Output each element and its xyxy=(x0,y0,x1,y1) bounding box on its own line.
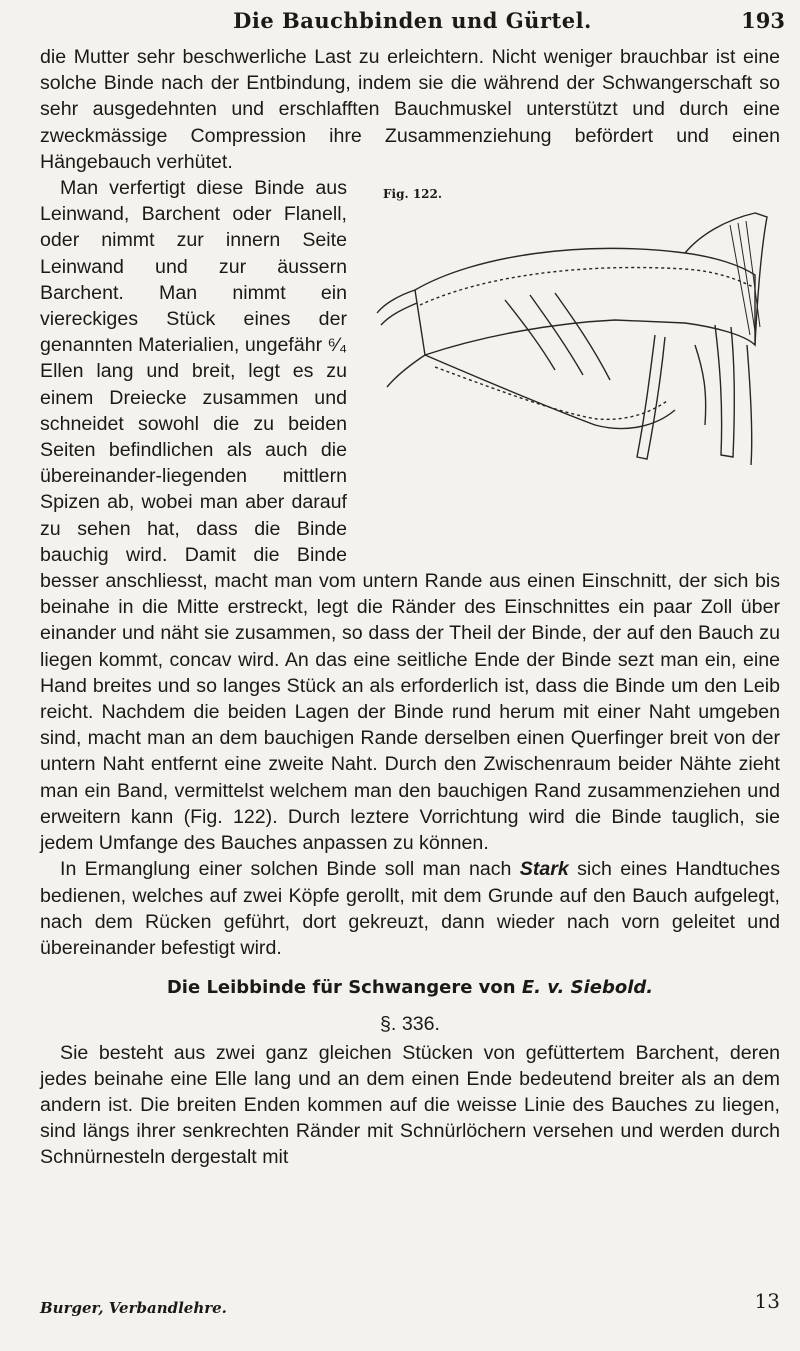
paragraph-4: Sie besteht aus zwei ganz gleichen Stücken von gefüttertem Barchent, deren jedes beinahe eine Elle lang und an dem einen Ende bedeutend breiter als an dem andern ist. Die breiten Enden kommen auf die weisse Linie des Bauches zu liegen, sind längs ihrer senkrechten Ränder mit Schnürlöchern versehen und werden durch Schnürnesteln dergestalt mit xyxy=(40,1041,780,1169)
paragraph-2 xyxy=(40,175,780,856)
sheet-number: 13 xyxy=(754,1289,780,1313)
subheading-author: E. v. Siebold. xyxy=(521,977,654,999)
paragraph-2-end: Durch leztere Vorrichtung wird die Binde tauglich, sie jedem Umfange des Bauches anpassen zu können. xyxy=(40,805,780,855)
signature-line: Burger, Verbandlehre. xyxy=(40,1299,227,1317)
paragraph-1: die Mutter sehr beschwerliche Last zu erleichtern. Nicht weniger brauchbar ist eine solche Binde nach der Entbindung, indem sie die während der Schwangerschaft so sehr ausgedehnten und erschlafften Bauchmuskel unterstützt und durch eine zweckmässige Compression ihre Zusammenziehung befördert und einen Hängebauch verhütet. xyxy=(40,46,780,173)
paragraph-2-text: Man verfertigt diese Binde aus Leinwand, Barchent oder Flanell, oder nimmt zur innern Seite Leinwand und zur äussern Barchent. Man nimmt ein viereckiges Stück eines der genannten Materialien, ungefähr ⁶⁄₄ Ellen lang und breit, legt es zu einem Dreiecke zusammen und schneidet sowohl die zu beiden Seiten befindlichen als auch die übereinander-liegenden mittlern Spizen ab, wobei man aber darauf zu sehen hat, dass die Binde bauchig wird. Damit die Binde besser anschliesst, macht man vom untern Rande aus einen Einschnitt, der sich bis beinahe in die Mitte erstreckt, legt die Ränder des Einschnittes ein paar Zoll über einander und näht sie zusammen, so dass der Theil der Binde, der auf den Bauch zu liegen kommt, concav wird. An das eine seitliche Ende der Binde sezt man ein, eine Hand breites und so langes Stück an als erforderlich ist, dass die Binde um den Leib reicht. Nachdem die beiden Lagen der Binde rund herum mit einer Naht umgeben sind, macht man an dem bauchigen Rande derselben einen Querfinger breit von der untern Naht entfernt eine zweite Naht. Durch den Zwischenraum beider Nähte zieht man ein Band, vermittelst welchem man den bauchigen Rand zusammenziehen und erweitern kann xyxy=(40,177,780,828)
section-subheading xyxy=(40,975,780,1001)
paragraph-3-start: In Ermanglung einer solchen Binde soll man nach xyxy=(60,858,512,881)
body-text xyxy=(40,44,780,1171)
page-footer xyxy=(40,1289,780,1323)
figure-reference: (Fig. 122). xyxy=(183,805,278,828)
figure-122 xyxy=(355,175,780,565)
paragraph-3-end: sich eines Handtuches bedienen, welches auf zwei Köpfe gerollt, mit dem Grunde auf den Bauch aufgelegt, nach dem Rücken geführt, dort gekreuzt, dann wieder nach vorn geleitet und übereinander befestigt wird. xyxy=(40,858,780,959)
running-title: Die Bauchbinden und Gürtel. xyxy=(233,8,592,33)
subheading-text: Die Leibbinde für Schwangere von xyxy=(166,977,516,999)
page-number: 193 xyxy=(741,8,785,33)
paragraph-3 xyxy=(40,856,780,961)
section-number: §. 336. xyxy=(380,1013,440,1036)
figure-label: Fig. 122. xyxy=(383,187,443,202)
abdominal-binder-illustration xyxy=(355,195,780,555)
author-name-stark: Stark xyxy=(519,858,569,881)
page-header xyxy=(40,8,785,38)
